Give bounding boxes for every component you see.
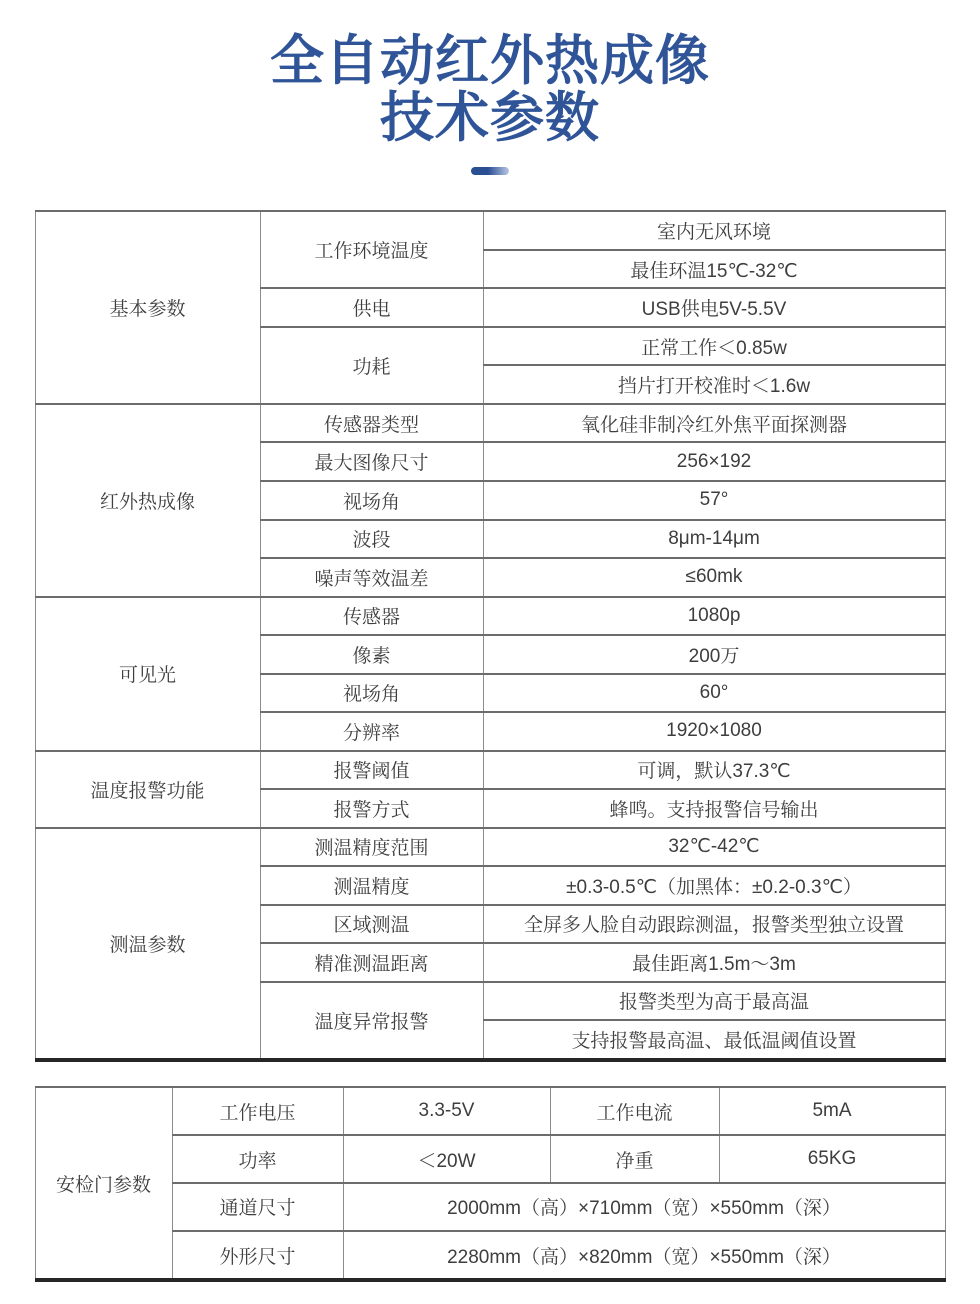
spec-label-cell: 测温精度范围 <box>260 828 483 867</box>
spec-value-cell: 挡片打开校准时＜1.6w <box>483 365 945 404</box>
table-row <box>35 1135 945 1183</box>
spec-value-cell: 57° <box>483 481 945 520</box>
spec-label-cell: 测温精度 <box>260 866 483 905</box>
spec-label-cell: 波段 <box>260 520 483 559</box>
spec-label-cell: 功率 <box>172 1135 343 1183</box>
spec-label-cell: 净重 <box>550 1135 719 1183</box>
spec-value-cell: 1920×1080 <box>483 712 945 751</box>
table-row <box>35 751 945 790</box>
spec-label-cell: 视场角 <box>260 674 483 713</box>
spec-value-cell: 最佳距离1.5m～3m <box>483 943 945 982</box>
spec-value-cell: 支持报警最高温、最低温阈值设置 <box>483 1020 945 1060</box>
spec-label-cell: 精准测温距离 <box>260 943 483 982</box>
spec-label-cell: 外形尺寸 <box>172 1231 343 1281</box>
table-row <box>35 211 945 250</box>
table-row <box>35 1183 945 1231</box>
category-cell-measurement: 测温参数 <box>35 828 260 1061</box>
spec-value-cell: ≤60mk <box>483 558 945 597</box>
spec-value-cell: ＜20W <box>343 1135 550 1183</box>
spec-label-cell: 分辨率 <box>260 712 483 751</box>
spec-value-cell: 60° <box>483 674 945 713</box>
spec-label-cell: 工作环境温度 <box>260 211 483 288</box>
spec-value-cell: 8μm-14μm <box>483 520 945 559</box>
spec-value-cell: 1080p <box>483 597 945 636</box>
spec-value-cell: 可调，默认37.3℃ <box>483 751 945 790</box>
spec-value-cell: 5mA <box>719 1087 945 1135</box>
spec-label-cell: 工作电流 <box>550 1087 719 1135</box>
spec-value-cell: 65KG <box>719 1135 945 1183</box>
category-cell-visible: 可见光 <box>35 597 260 751</box>
main-spec-table <box>35 210 946 1062</box>
page-title <box>0 0 980 146</box>
spec-label-cell: 传感器 <box>260 597 483 636</box>
spec-value-cell: ±0.3-0.5℃（加黑体：±0.2-0.3℃） <box>483 866 945 905</box>
spec-value-cell: 正常工作＜0.85w <box>483 327 945 366</box>
spec-value-cell: 2280mm（高）×820mm（宽）×550mm（深） <box>343 1231 945 1281</box>
spec-label-cell: 区域测温 <box>260 905 483 944</box>
spec-value-cell: 报警类型为高于最高温 <box>483 982 945 1021</box>
category-cell-basic: 基本参数 <box>35 211 260 404</box>
table-row <box>35 597 945 636</box>
spec-value-cell: 200万 <box>483 635 945 674</box>
spec-value-cell: 2000mm（高）×710mm（宽）×550mm（深） <box>343 1183 945 1231</box>
spec-value-cell: 最佳环温15℃-32℃ <box>483 250 945 289</box>
spec-label-cell: 温度异常报警 <box>260 982 483 1061</box>
spec-label-cell: 报警方式 <box>260 789 483 828</box>
table-row <box>35 1087 945 1135</box>
spec-label-cell: 传感器类型 <box>260 404 483 443</box>
spec-value-cell: USB供电5V-5.5V <box>483 288 945 327</box>
spec-label-cell: 视场角 <box>260 481 483 520</box>
spec-label-cell: 噪声等效温差 <box>260 558 483 597</box>
table-row <box>35 1231 945 1281</box>
spec-value-cell: 3.3-5V <box>343 1087 550 1135</box>
spec-label-cell: 供电 <box>260 288 483 327</box>
spec-label-cell: 功耗 <box>260 327 483 404</box>
title-divider-dash <box>471 167 509 175</box>
category-cell-thermal: 红外热成像 <box>35 404 260 597</box>
page-title-line2: 技术参数 <box>380 87 600 148</box>
table-row <box>35 828 945 867</box>
spec-value-cell: 32℃-42℃ <box>483 828 945 867</box>
table-row <box>35 404 945 443</box>
category-cell-door: 安检门参数 <box>35 1087 172 1280</box>
spec-label-cell: 最大图像尺寸 <box>260 442 483 481</box>
security-door-table <box>35 1086 946 1282</box>
spec-label-cell: 通道尺寸 <box>172 1183 343 1231</box>
spec-label-cell: 报警阈值 <box>260 751 483 790</box>
page-title-line1: 全自动红外热成像 <box>270 31 710 91</box>
spec-value-cell: 氧化硅非制冷红外焦平面探测器 <box>483 404 945 443</box>
spec-value-cell: 室内无风环境 <box>483 211 945 250</box>
spec-label-cell: 工作电压 <box>172 1087 343 1135</box>
spec-value-cell: 蜂鸣。支持报警信号输出 <box>483 789 945 828</box>
spec-value-cell: 256×192 <box>483 442 945 481</box>
spec-label-cell: 像素 <box>260 635 483 674</box>
spec-value-cell: 全屏多人脸自动跟踪测温，报警类型独立设置 <box>483 905 945 944</box>
category-cell-alarm: 温度报警功能 <box>35 751 260 828</box>
